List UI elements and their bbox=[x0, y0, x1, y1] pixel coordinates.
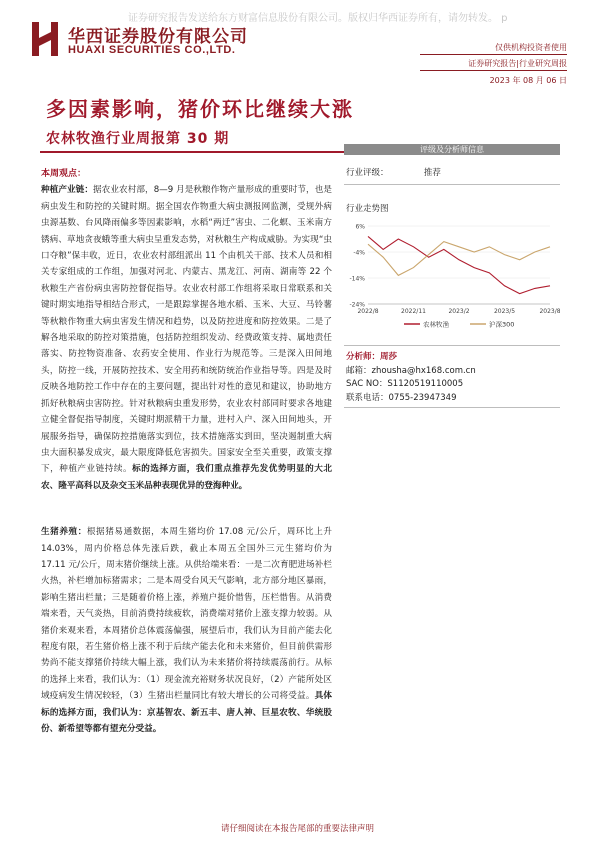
rating-row bbox=[346, 166, 441, 178]
industry-trend-chart bbox=[344, 220, 560, 335]
sidebar-divider bbox=[344, 184, 560, 185]
email-label: 邮箱： bbox=[346, 365, 372, 376]
y-tick-label: -14% bbox=[349, 275, 365, 283]
pig-label: 生猪养殖： bbox=[41, 527, 87, 538]
rating-label: 行业评级： bbox=[346, 168, 389, 178]
series-line-0 bbox=[368, 236, 550, 293]
email-link[interactable]: zhousha@hx168.com.cn bbox=[371, 365, 476, 376]
plant-recommendation: 标的选择方面，我们重点推荐先发优势明显的大北农、隆平高科以及杂交玉米品种表现优异的登海种业。 bbox=[41, 464, 332, 491]
x-tick-label: 2023/8 bbox=[539, 308, 560, 315]
trend-chart-svg bbox=[344, 220, 560, 335]
legend-label-1: 沪深300 bbox=[489, 320, 515, 329]
watermark: 证券研究报告发送给东方财富信息股份有限公司。版权归华西证券所有，请勿转发。 p bbox=[128, 13, 508, 24]
overview-heading: 本周观点： bbox=[41, 169, 87, 179]
plant-text: 据农业农村部，8—9 月是秋粮作物产量形成的重要时节，也是病虫发生和防控的关键时期。据全国农作物重大病虫测报网监测，受规外病虫源基数、台风降雨偏多等因素影响，水稻“两迁”害虫、二化螟、玉米南方锈病、草地贪夜蛾等重大病虫呈重发态势，对秋粮生产构成威胁。为实现“虫口夺粮”保丰收，近日，农业农村部组派出 11 个由机关干部、技术人员和相关专家组成的工作组，加强对河北、内蒙古、黑龙江、河南、湖南等 22 个秋粮生产省份病虫害防控督促指导。农业农村部工作组将采取日常联系和关键时期实地指导相结合形式，一是跟踪掌握各地水稻、玉米、大豆、马铃薯等秋粮作物重大病虫害发生情况和趋势，以及防控进度和防控效果。二是了解各地采取的防控对策措施，包括防控组织发动、经费政策支持、属地责任落实、防控物资准备、农药安全使用、作业行为规范等。三是深入田间地头，防控一线，开展防控技术、安全用药和统防统治作业指导等。四是及时反映各地防控工作中存在的主要问题，提出针对性的意见和建议，协助地方抓好秋粮病虫害防控。针对秋粮病虫重发形势，农业农村部同时要求各地建立健全督促指导制度，关键时期派精干力量，进村入户、深入田间地头，开展服务指导，确保防控措施落实到位，技术措施落实到田，坚决遏制重大病虫大面积暴发成灾，最大限度降低危害损失。国家安全至关重要，政策支撑下，种植产业链持续。 bbox=[41, 185, 332, 475]
phone-value: 0755-23947349 bbox=[388, 392, 457, 403]
x-tick-label: 2023/5 bbox=[493, 308, 516, 315]
legal-footer: 请仔细阅读在本报告尾部的重要法律声明 bbox=[220, 824, 374, 834]
y-tick-label: 6% bbox=[355, 223, 365, 231]
analyst-label: 分析师： bbox=[346, 352, 381, 362]
sidebar-divider-2 bbox=[344, 345, 560, 346]
report-type: 证券研究报告|行业研究周报 bbox=[468, 59, 567, 68]
pig-recommendation: 具体标的选择方面，我们认为：京基智农、新五丰、唐人神、巨星农牧、华统股份、新希望等都有望充分受益。 bbox=[41, 691, 332, 734]
pig-text: 根据猪易通数据，本周生猪均价 17.08 元/公斤，周环比上升 14.03%，周内价格总体先涨后跌，截止本周五全国外三元生猪均价为 17.11 元/公斤，周末猪价继续上涨。从供给端来看：一是二次育肥进场补栏火热，补栏增加标猪需求；二是本周受台风天气影响，北方部分地区暴雨，影响生猪出栏量；三是随着价格上涨，养殖户挺价惜售，压栏惜售。从消费端来看，天气炎热，目前消费持续疲软，消费端对猪价上涨支撑力较弱。从猪价来观来看，本周猪价总体震荡偏强，展望后市，我们认为目前产能去化程度有限，若生猪价格上涨不利于后续产能去化和未来猪价，但目前供需形势尚不能支撑猪价持续大幅上涨，我们认为未来猪价将持续震荡前行。从标的选择上来看，我们认为：（1）现金流充裕财务状况良好，（2）产能所处区域疫病发生情况较轻，（3）生猪出栏量同比有较大增长的公司将受益。 bbox=[41, 527, 332, 702]
analyst-name: 周莎 bbox=[380, 352, 398, 362]
brand-name-en: HUAXI SECURITIES CO.,LTD. bbox=[68, 44, 236, 56]
sidebar-divider-3 bbox=[344, 407, 560, 408]
audience-label: 仅供机构投资者使用 bbox=[495, 43, 567, 52]
header-divider-2 bbox=[420, 70, 567, 71]
plant-paragraph bbox=[41, 182, 332, 494]
sidebar-band: 评级及分析师信息 bbox=[344, 144, 560, 155]
x-tick-label: 2023/2 bbox=[448, 308, 470, 315]
series-line-1 bbox=[368, 242, 550, 276]
analyst-info bbox=[346, 351, 476, 405]
header-divider bbox=[420, 54, 567, 55]
report-subtitle: 农林牧渔行业周报第 30 期 bbox=[46, 131, 230, 147]
legend-label-0: 农林牧渔 bbox=[423, 320, 449, 329]
plant-label: 种植产业链： bbox=[41, 185, 94, 196]
pig-paragraph bbox=[41, 524, 332, 737]
sac-label: SAC NO： bbox=[346, 379, 388, 389]
brand-name-cn: 华西证券股份有限公司 bbox=[68, 27, 248, 47]
report-title: 多因素影响，猪价环比继续大涨 bbox=[46, 97, 354, 121]
sac-value: S1120519110005 bbox=[387, 379, 464, 389]
report-date: 2023 年 08 月 06 日 bbox=[489, 76, 567, 85]
trend-title: 行业走势图 bbox=[346, 204, 389, 214]
huaxi-logo-icon bbox=[32, 22, 58, 56]
body-column bbox=[41, 166, 332, 737]
y-tick-label: -4% bbox=[353, 249, 365, 257]
y-tick-label: -24% bbox=[349, 301, 365, 309]
phone-label: 联系电话： bbox=[346, 392, 389, 403]
rating-value: 推荐 bbox=[423, 168, 441, 178]
x-tick-label: 2022/11 bbox=[401, 308, 426, 315]
x-tick-label: 2022/8 bbox=[357, 308, 379, 315]
